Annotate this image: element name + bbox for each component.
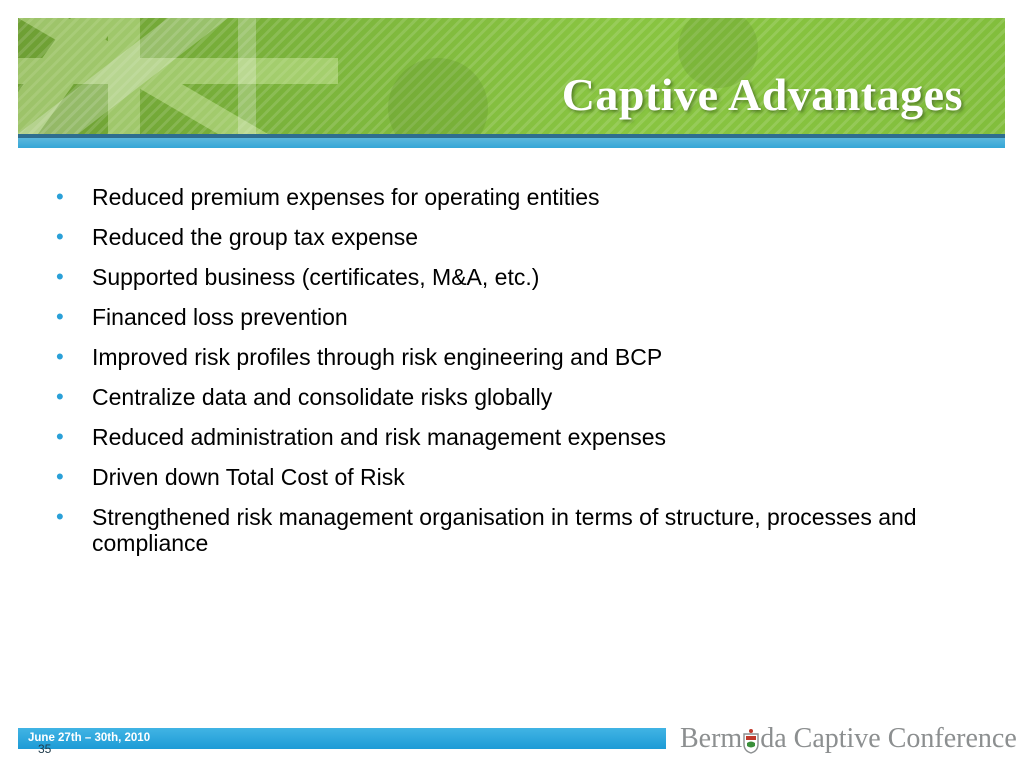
bullet-item: • Reduced the group tax expense [52, 224, 952, 250]
bullet-item: • Financed loss prevention [52, 304, 952, 330]
bullet-item: • Reduced administration and risk management expenses [52, 424, 952, 450]
bullet-item: • Supported business (certificates, M&A, etc.) [52, 264, 952, 290]
logo-text-prefix: Berm [680, 723, 743, 754]
logo-text-suffix: da Captive Conference [760, 723, 1017, 754]
bullet-item: • Centralize data and consolidate risks globally [52, 384, 952, 410]
title-banner [18, 18, 1005, 134]
bullet-item: • Driven down Total Cost of Risk [52, 464, 952, 490]
bullet-item: • Strengthened risk management organisation in terms of structure, processes and compliance [52, 504, 952, 556]
conference-logo [680, 722, 1017, 756]
bullet-item: • Reduced premium expenses for operating entities [52, 184, 952, 210]
page-number: 35 [38, 742, 52, 756]
bullet-item: • Improved risk profiles through risk engineering and BCP [52, 344, 952, 370]
footer-bar [18, 728, 666, 749]
bullet-list [52, 184, 952, 570]
crest-icon [742, 722, 760, 756]
event-date: June 27th – 30th, 2010 [28, 732, 151, 744]
divider-stripe-light [18, 138, 1005, 148]
slide-title: Captive Advantages [561, 69, 963, 120]
